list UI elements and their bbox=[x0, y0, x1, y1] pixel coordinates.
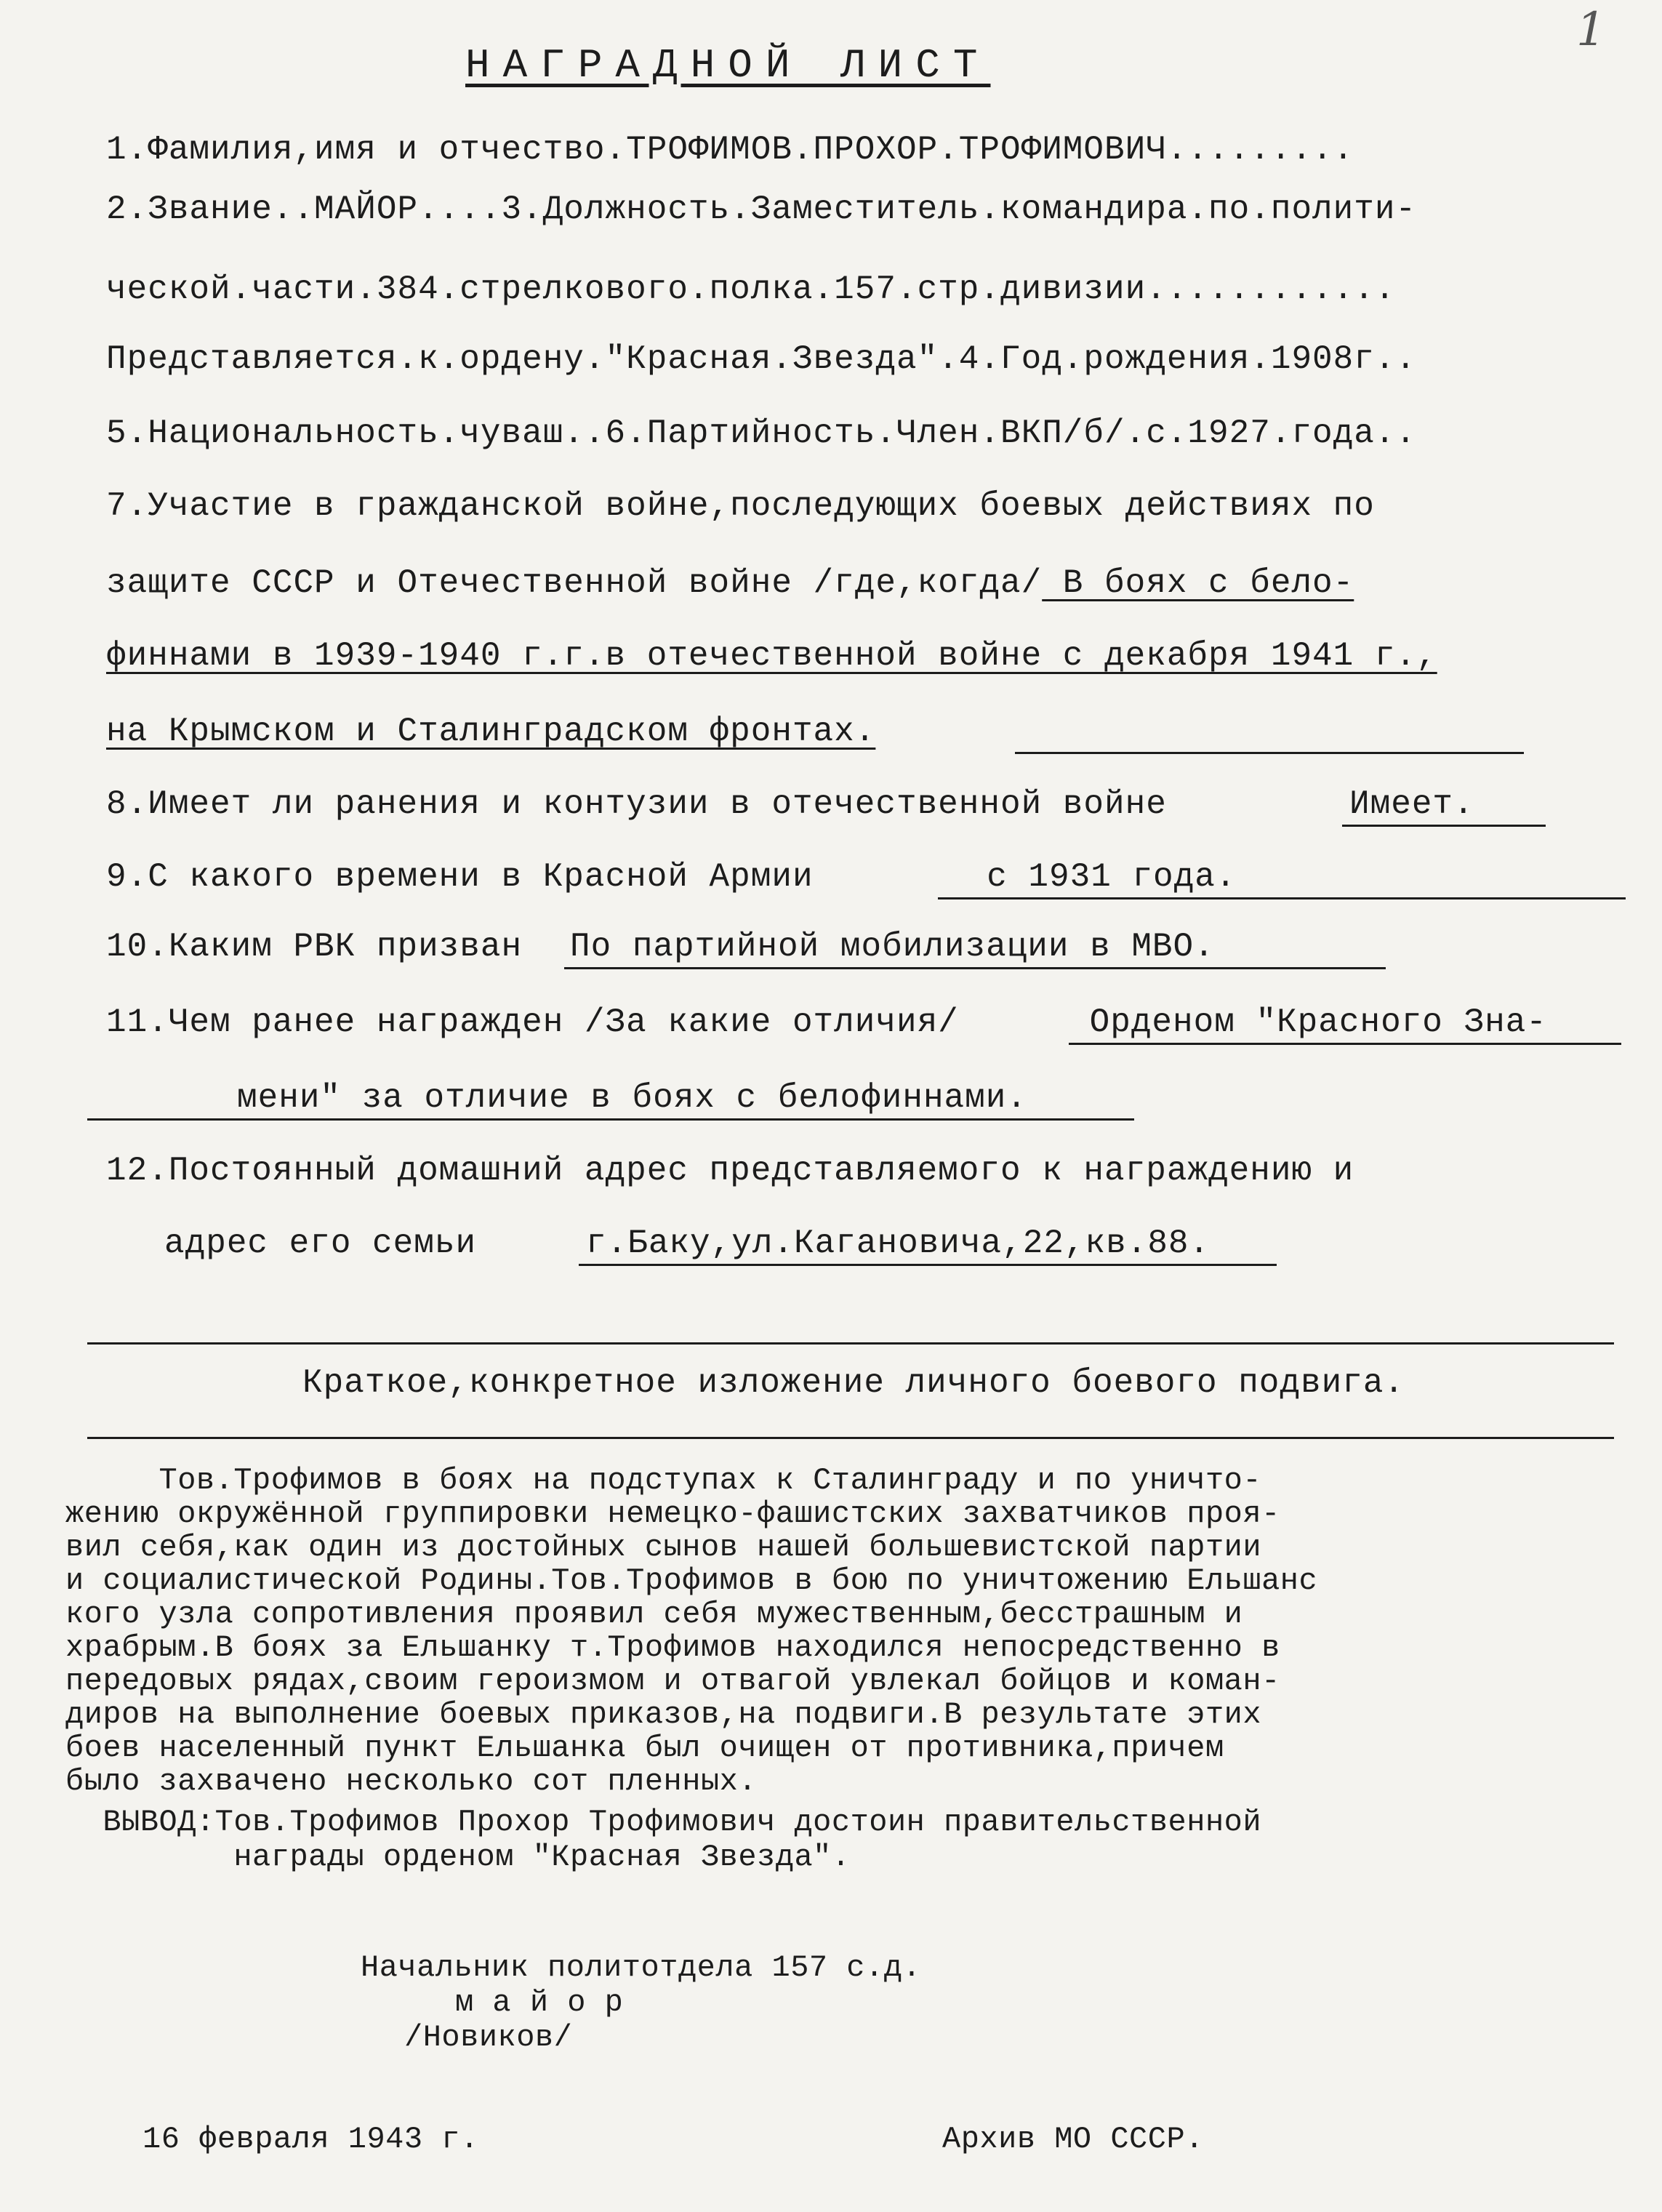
field-8-underline bbox=[1342, 825, 1546, 827]
signature-rank: м а й о р bbox=[455, 1985, 624, 2020]
narrative-line: вил себя,как один из достойных сынов нашей большевистской партии bbox=[65, 1530, 1262, 1565]
signature-name: /Новиков/ bbox=[404, 2020, 573, 2055]
field-10-label: 10.Каким РВК призван bbox=[106, 928, 523, 966]
section-divider-top bbox=[87, 1342, 1614, 1345]
field-2-rank-position: 2.Звание..МАЙОР....3.Должность.Заместитель.командира.по.полити- bbox=[106, 191, 1417, 228]
field-8-label: 8.Имеет ли ранения и контузии в отечественной войне bbox=[106, 785, 1167, 823]
field-7-line-2 bbox=[106, 564, 1354, 602]
field-10-underline bbox=[564, 967, 1386, 969]
field-11-underline bbox=[1069, 1043, 1621, 1045]
field-7-line-4: на Крымском и Сталинградском фронтах. bbox=[106, 713, 876, 750]
field-9-label: 9.С какого времени в Красной Армии bbox=[106, 858, 814, 896]
conclusion-line: награды орденом "Красная Звезда". bbox=[65, 1840, 851, 1875]
section-divider-bottom bbox=[87, 1437, 1614, 1439]
field-7-label: защите СССР и Отечественной войне /где,когда/ bbox=[106, 564, 1043, 602]
field-7-blank-line bbox=[1015, 752, 1524, 754]
field-9-underline bbox=[938, 897, 1626, 899]
document-title: НАГРАДНОЙ ЛИСТ bbox=[465, 42, 991, 89]
field-12-family-label: адрес его семьи bbox=[164, 1225, 477, 1262]
narrative-line: было захвачено несколько сот пленных. bbox=[65, 1764, 758, 1799]
field-1-name: 1.Фамилия,имя и отчество.ТРОФИМОВ.ПРОХОР.ТРОФИМОВИЧ......... bbox=[106, 131, 1354, 169]
field-11-label: 11.Чем ранее награжден /За какие отличия/ bbox=[106, 1003, 959, 1041]
narrative-line: храбрым.В боях за Ельшанку т.Трофимов находился непосредственно в bbox=[65, 1630, 1280, 1665]
field-12-label: 12.Постоянный домашний адрес представляемого к награждению и bbox=[106, 1152, 1354, 1190]
narrative-line: передовых рядах,своим героизмом и отвагой увлекал бойцов и коман- bbox=[65, 1664, 1280, 1699]
narrative-line: Тов.Трофимов в боях на подступах к Сталинграду и по уничто- bbox=[65, 1463, 1262, 1498]
section-title: Краткое,конкретное изложение личного боевого подвига. bbox=[302, 1364, 1405, 1402]
field-12-address: г.Баку,ул.Кагановича,22,кв.88. bbox=[586, 1225, 1211, 1262]
field-8-value: Имеет. bbox=[1349, 785, 1474, 823]
field-3-4-award-birth: Представляется.к.ордену."Красная.Звезда".4.Год.рождения.1908г.. bbox=[106, 340, 1417, 378]
field-7-line-3: финнами в 1939-1940 г.г.в отечественной войне с декабря 1941 г., bbox=[106, 637, 1437, 675]
narrative-line: жению окружённой группировки немецко-фашистских захватчиков проя- bbox=[65, 1496, 1280, 1531]
document-date: 16 февраля 1943 г. bbox=[142, 2122, 479, 2157]
page-number: 1 bbox=[1576, 3, 1606, 57]
field-9-value: с 1931 года. bbox=[945, 858, 1237, 896]
signature-position: Начальник политотдела 157 с.д. bbox=[361, 1950, 922, 1985]
field-5-6-nationality-party: 5.Национальность.чуваш..6.Партийность.Член.ВКП/б/.с.1927.года.. bbox=[106, 414, 1417, 452]
narrative-line: кого узла сопротивления проявил себя мужественным,бесстрашным и bbox=[65, 1597, 1243, 1632]
field-11-underline-2 bbox=[87, 1118, 1134, 1121]
archive-note: Архив МО СССР. bbox=[942, 2122, 1204, 2157]
conclusion-line: ВЫВОД:Тов.Трофимов Прохор Трофимович достоин правительственной bbox=[65, 1805, 1262, 1840]
field-11-value: Орденом "Красного Зна- bbox=[1069, 1003, 1547, 1041]
field-7-line-1: 7.Участие в гражданской войне,последующих боевых действиях по bbox=[106, 487, 1375, 525]
field-12-underline bbox=[579, 1264, 1277, 1266]
narrative-line: боев населенный пункт Ельшанка был очищен от противника,причем bbox=[65, 1731, 1224, 1766]
narrative-line: и социалистической Родины.Тов.Трофимов в бою по уничтожению Ельшанс bbox=[65, 1563, 1318, 1598]
field-10-value: По партийной мобилизации в МВО. bbox=[570, 928, 1215, 966]
narrative-line: диров на выполнение боевых приказов,на подвиги.В результате этих bbox=[65, 1697, 1262, 1732]
field-7-value: В боях с бело- bbox=[1042, 564, 1354, 602]
field-11-value-continued: мени" за отличие в боях с белофиннами. bbox=[237, 1079, 1027, 1117]
field-2-unit: ческой.части.384.стрелкового.полка.157.стр.дивизии............ bbox=[106, 271, 1396, 308]
